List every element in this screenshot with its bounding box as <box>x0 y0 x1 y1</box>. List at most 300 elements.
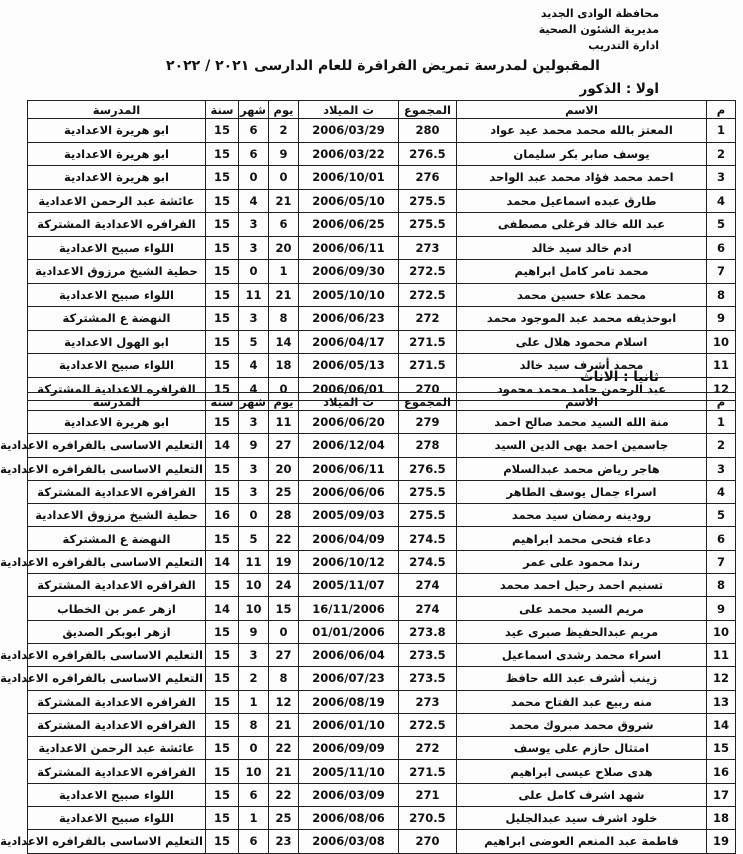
table-row <box>28 307 736 331</box>
cell-year: 15 <box>206 690 239 713</box>
cell-total: 271.5 <box>399 760 457 783</box>
cell-year: 14 <box>206 434 239 457</box>
cell-year: 15 <box>206 760 239 783</box>
cell-dob: 2006/04/17 <box>299 330 399 354</box>
cell-total: 271 <box>399 783 457 806</box>
cell-month: 6 <box>239 142 269 166</box>
table-row <box>28 213 736 237</box>
cell-school: ابو الهول الاعدادية <box>28 330 206 354</box>
cell-num: 2 <box>707 142 736 166</box>
cell-num: 9 <box>707 597 736 620</box>
cell-total: 273 <box>399 690 457 713</box>
cell-month: 3 <box>239 307 269 331</box>
cell-name: ادم خالد سيد خالد <box>457 236 707 260</box>
cell-day: 21 <box>269 713 299 736</box>
table-row <box>28 166 736 190</box>
cell-school: ابو هريرة الاعدادية <box>28 119 206 143</box>
cell-dob: 2006/03/09 <box>299 783 399 806</box>
cell-month: 3 <box>239 457 269 480</box>
col-header-school: المدرسة <box>28 393 206 411</box>
cell-year: 16 <box>206 504 239 527</box>
cell-dob: 2006/12/04 <box>299 434 399 457</box>
cell-school: التعليم الاساسى بالفرافره الاعدادية <box>28 457 206 480</box>
cell-dob: 2005/09/03 <box>299 504 399 527</box>
cell-year: 15 <box>206 330 239 354</box>
cell-dob: 2005/11/07 <box>299 574 399 597</box>
cell-total: 275.5 <box>399 189 457 213</box>
cell-day: 22 <box>269 527 299 550</box>
cell-dob: 2006/08/19 <box>299 690 399 713</box>
cell-year: 15 <box>206 643 239 666</box>
letterhead <box>539 6 659 54</box>
cell-school: الفرافره الاعدادية المشتركة <box>28 713 206 736</box>
cell-year: 15 <box>206 830 239 853</box>
cell-name: هدى صلاح عيسى ابراهيم <box>457 760 707 783</box>
cell-name: خلود اشرف سيد عبدالجليل <box>457 807 707 830</box>
cell-day: 22 <box>269 737 299 760</box>
cell-name: عبد الله خالد فرغلى مصطفى <box>457 213 707 237</box>
cell-month: 10 <box>239 760 269 783</box>
cell-dob: 2006/03/08 <box>299 830 399 853</box>
cell-num: 10 <box>707 620 736 643</box>
cell-num: 4 <box>707 480 736 503</box>
cell-total: 275.5 <box>399 213 457 237</box>
cell-total: 271.5 <box>399 354 457 378</box>
cell-name: محمد أشرف سيد خالد <box>457 354 707 378</box>
cell-name: ابوحذيفه محمد عبد الموجود محمد <box>457 307 707 331</box>
table-row <box>28 597 736 620</box>
table-row <box>28 737 736 760</box>
cell-total: 273 <box>399 236 457 260</box>
cell-num: 7 <box>707 550 736 573</box>
cell-num: 8 <box>707 574 736 597</box>
cell-year: 15 <box>206 480 239 503</box>
col-header-month: شهر <box>239 393 269 411</box>
cell-num: 13 <box>707 690 736 713</box>
girls-table <box>0 392 736 854</box>
cell-school: التعليم الاساسى بالفرافره الاعدادية <box>28 550 206 573</box>
cell-school: التعليم الاساسى بالفرافره الاعدادية <box>28 667 206 690</box>
cell-month: 1 <box>239 807 269 830</box>
cell-total: 274 <box>399 574 457 597</box>
cell-day: 15 <box>269 597 299 620</box>
cell-day: 2 <box>269 119 299 143</box>
cell-name: تسنيم احمد رحيل احمد محمد <box>457 574 707 597</box>
girls-section-heading: ثانيا : الاناث <box>580 369 659 385</box>
cell-name: مريم السيد محمد على <box>457 597 707 620</box>
cell-day: 0 <box>269 377 299 401</box>
table-row <box>28 643 736 666</box>
cell-name: يوسف صابر بكر سليمان <box>457 142 707 166</box>
cell-dob: 2006/01/10 <box>299 713 399 736</box>
cell-name: دعاء فتحى محمد ابراهيم <box>457 527 707 550</box>
cell-school: التعليم الاساسى بالفرافره الاعدادية <box>28 830 206 853</box>
cell-num: 3 <box>707 457 736 480</box>
cell-school: عائشة عبد الرحمن الاعدادية <box>28 189 206 213</box>
cell-day: 24 <box>269 574 299 597</box>
cell-name: اسراء محمد رشدى اسماعيل <box>457 643 707 666</box>
cell-year: 14 <box>206 550 239 573</box>
cell-year: 14 <box>206 597 239 620</box>
cell-day: 12 <box>269 690 299 713</box>
cell-num: 17 <box>707 783 736 806</box>
table-row <box>28 119 736 143</box>
table-row <box>28 142 736 166</box>
cell-total: 273.5 <box>399 643 457 666</box>
cell-num: 18 <box>707 807 736 830</box>
cell-dob: 2006/06/06 <box>299 480 399 503</box>
col-header-dob: ت الميلاد <box>299 101 399 119</box>
cell-total: 275.5 <box>399 480 457 503</box>
table-row <box>28 260 736 284</box>
boys-section-heading: اولا : الذكور <box>579 81 659 97</box>
cell-total: 279 <box>399 411 457 434</box>
col-header-name: الاسم <box>457 101 707 119</box>
cell-year: 15 <box>206 807 239 830</box>
cell-num: 6 <box>707 236 736 260</box>
table-row <box>28 667 736 690</box>
cell-school: اللواء صبيح الاعدادية <box>28 807 206 830</box>
cell-year: 15 <box>206 377 239 401</box>
cell-total: 274 <box>399 597 457 620</box>
cell-dob: 2005/10/10 <box>299 283 399 307</box>
cell-num: 1 <box>707 411 736 434</box>
cell-month: 11 <box>239 550 269 573</box>
cell-year: 15 <box>206 737 239 760</box>
cell-dob: 2006/09/09 <box>299 737 399 760</box>
col-header-day: يوم <box>269 393 299 411</box>
cell-name: محمد تامر كامل ابراهيم <box>457 260 707 284</box>
cell-name: عبد الرحمن حامد محمد محمود <box>457 377 707 401</box>
cell-day: 9 <box>269 142 299 166</box>
cell-day: 21 <box>269 283 299 307</box>
cell-name: شهد اشرف كامل على <box>457 783 707 806</box>
table-row <box>28 690 736 713</box>
cell-day: 27 <box>269 434 299 457</box>
cell-month: 4 <box>239 377 269 401</box>
cell-total: 280 <box>399 119 457 143</box>
cell-dob: 2006/06/20 <box>299 411 399 434</box>
cell-month: 6 <box>239 783 269 806</box>
cell-num: 2 <box>707 434 736 457</box>
cell-month: 10 <box>239 597 269 620</box>
table-row <box>28 807 736 830</box>
cell-month: 9 <box>239 434 269 457</box>
cell-num: 10 <box>707 330 736 354</box>
cell-year: 15 <box>206 620 239 643</box>
cell-month: 1 <box>239 690 269 713</box>
cell-day: 25 <box>269 807 299 830</box>
cell-school: حطية الشيخ مرزوق الاعدادية <box>28 260 206 284</box>
table-row <box>28 434 736 457</box>
cell-total: 272 <box>399 737 457 760</box>
cell-dob: 2006/05/13 <box>299 354 399 378</box>
cell-month: 0 <box>239 166 269 190</box>
cell-dob: 2006/08/06 <box>299 807 399 830</box>
boys-table-body <box>28 119 736 401</box>
table-row <box>28 713 736 736</box>
col-header-num: م <box>707 393 736 411</box>
cell-num: 12 <box>707 377 736 401</box>
cell-school: الفرافره الاعدادية المشتركة <box>28 690 206 713</box>
cell-school: الفرافره الاعدادية المشتركة <box>28 377 206 401</box>
cell-school: ازهر ابوبكر الصديق <box>28 620 206 643</box>
cell-day: 28 <box>269 504 299 527</box>
cell-total: 270 <box>399 830 457 853</box>
cell-num: 5 <box>707 504 736 527</box>
cell-school: اللواء صبيح الاعدادية <box>28 783 206 806</box>
cell-name: امتثال حازم على يوسف <box>457 737 707 760</box>
cell-day: 27 <box>269 643 299 666</box>
cell-total: 275.5 <box>399 504 457 527</box>
col-header-school: المدرسة <box>28 101 206 119</box>
cell-num: 11 <box>707 354 736 378</box>
table-row <box>28 480 736 503</box>
cell-school: الفرافره الاعدادية المشتركة <box>28 480 206 503</box>
cell-num: 15 <box>707 737 736 760</box>
cell-total: 270 <box>399 377 457 401</box>
cell-month: 11 <box>239 283 269 307</box>
health-directorate-line: مديرية الشئون الصحية <box>538 23 659 36</box>
cell-name: رندا محمود على عمر <box>457 550 707 573</box>
cell-month: 3 <box>239 236 269 260</box>
cell-school: التعليم الاساسى بالفرافره الاعدادية <box>28 643 206 666</box>
cell-school: ابو هريرة الاعدادية <box>28 411 206 434</box>
cell-year: 15 <box>206 713 239 736</box>
table-row <box>28 527 736 550</box>
cell-day: 0 <box>269 620 299 643</box>
col-header-month: شهر <box>239 101 269 119</box>
cell-month: 5 <box>239 330 269 354</box>
cell-total: 276.5 <box>399 142 457 166</box>
cell-day: 21 <box>269 760 299 783</box>
cell-total: 271.5 <box>399 330 457 354</box>
cell-school: حطية الشيخ مرزوق الاعدادية <box>28 504 206 527</box>
cell-year: 15 <box>206 411 239 434</box>
cell-month: 4 <box>239 354 269 378</box>
boys-table <box>27 100 736 401</box>
table-row <box>28 236 736 260</box>
cell-dob: 2006/10/01 <box>299 166 399 190</box>
cell-day: 0 <box>269 166 299 190</box>
cell-dob: 2006/06/23 <box>299 307 399 331</box>
cell-month: 3 <box>239 480 269 503</box>
cell-school: النهضة ع المشتركة <box>28 527 206 550</box>
cell-name: المعتز بالله محمد محمد عيد عواد <box>457 119 707 143</box>
cell-name: طارق عبده اسماعيل محمد <box>457 189 707 213</box>
cell-day: 6 <box>269 213 299 237</box>
cell-month: 5 <box>239 527 269 550</box>
col-header-year: سنة <box>206 101 239 119</box>
cell-total: 276 <box>399 166 457 190</box>
table-row <box>28 283 736 307</box>
cell-school: التعليم الاساسى بالفرافره الاعدادية <box>28 434 206 457</box>
col-header-num: م <box>707 101 736 119</box>
cell-name: شروق محمد مبروك محمد <box>457 713 707 736</box>
col-header-name: الاسم <box>457 393 707 411</box>
col-header-total: المجموع <box>399 393 457 411</box>
cell-num: 11 <box>707 643 736 666</box>
cell-school: ازهر عمر بن الخطاب <box>28 597 206 620</box>
col-header-total: المجموع <box>399 101 457 119</box>
cell-name: محمد علاء حسين محمد <box>457 283 707 307</box>
table-row <box>28 620 736 643</box>
cell-name: جاسمين احمد بهى الدين السيد <box>457 434 707 457</box>
cell-year: 15 <box>206 119 239 143</box>
col-header-dob: ت الميلاد <box>299 393 399 411</box>
governorate-line: محافظة الوادى الجديد <box>540 7 659 20</box>
cell-day: 19 <box>269 550 299 573</box>
cell-month: 10 <box>239 574 269 597</box>
cell-dob: 01/01/2006 <box>299 620 399 643</box>
cell-num: 5 <box>707 213 736 237</box>
cell-total: 270.5 <box>399 807 457 830</box>
boys-header-row <box>28 101 736 119</box>
cell-day: 8 <box>269 307 299 331</box>
cell-month: 9 <box>239 620 269 643</box>
cell-month: 6 <box>239 119 269 143</box>
cell-month: 3 <box>239 411 269 434</box>
table-row <box>28 550 736 573</box>
cell-dob: 2006/06/01 <box>299 377 399 401</box>
cell-day: 21 <box>269 189 299 213</box>
cell-num: 7 <box>707 260 736 284</box>
cell-dob: 2006/07/23 <box>299 667 399 690</box>
cell-dob: 2006/06/11 <box>299 236 399 260</box>
cell-name: اسلام محمود هلال على <box>457 330 707 354</box>
cell-day: 22 <box>269 783 299 806</box>
cell-dob: 16/11/2006 <box>299 597 399 620</box>
cell-name: اسراء جمال يوسف الطاهر <box>457 480 707 503</box>
cell-name: احمد محمد فؤاد محمد عبد الواحد <box>457 166 707 190</box>
cell-total: 272 <box>399 307 457 331</box>
table-row <box>28 574 736 597</box>
cell-name: رودينه رمضان سيد محمد <box>457 504 707 527</box>
cell-total: 274.5 <box>399 550 457 573</box>
cell-month: 0 <box>239 504 269 527</box>
cell-year: 15 <box>206 667 239 690</box>
cell-school: اللواء صبيح الاعدادية <box>28 354 206 378</box>
cell-year: 15 <box>206 783 239 806</box>
cell-dob: 2006/06/04 <box>299 643 399 666</box>
cell-name: فاطمة عبد المنعم العوضى ابراهيم <box>457 830 707 853</box>
cell-total: 272.5 <box>399 260 457 284</box>
cell-dob: 2006/10/12 <box>299 550 399 573</box>
cell-school: عائشة عبد الرحمن الاعدادية <box>28 737 206 760</box>
cell-day: 1 <box>269 260 299 284</box>
cell-num: 19 <box>707 830 736 853</box>
cell-year: 15 <box>206 236 239 260</box>
cell-num: 12 <box>707 667 736 690</box>
cell-school: الفرافره الاعدادية المشتركة <box>28 760 206 783</box>
cell-day: 18 <box>269 354 299 378</box>
girls-header-row <box>28 393 736 411</box>
cell-dob: 2006/06/11 <box>299 457 399 480</box>
cell-num: 3 <box>707 166 736 190</box>
cell-num: 14 <box>707 713 736 736</box>
table-row <box>28 330 736 354</box>
table-row <box>28 760 736 783</box>
cell-day: 23 <box>269 830 299 853</box>
cell-dob: 2006/03/22 <box>299 142 399 166</box>
cell-name: مريم عبدالحفيظ صبرى عيد <box>457 620 707 643</box>
cell-year: 15 <box>206 213 239 237</box>
cell-month: 3 <box>239 213 269 237</box>
training-admin-line: ادارة التدريب <box>588 39 659 52</box>
cell-year: 15 <box>206 142 239 166</box>
girls-table-body <box>0 411 736 854</box>
table-row <box>28 783 736 806</box>
table-row <box>28 411 736 434</box>
col-header-day: يوم <box>269 101 299 119</box>
cell-num: 4 <box>707 189 736 213</box>
cell-month: 6 <box>239 830 269 853</box>
cell-total: 273.8 <box>399 620 457 643</box>
cell-name: هاجر رياض محمد عبدالسلام <box>457 457 707 480</box>
cell-year: 15 <box>206 354 239 378</box>
cell-dob: 2006/06/25 <box>299 213 399 237</box>
cell-num: 9 <box>707 307 736 331</box>
cell-year: 15 <box>206 260 239 284</box>
cell-school: الفرافره الاعدادية المشتركة <box>28 574 206 597</box>
cell-month: 4 <box>239 189 269 213</box>
cell-day: 20 <box>269 236 299 260</box>
cell-total: 272.5 <box>399 283 457 307</box>
cell-day: 14 <box>269 330 299 354</box>
document-title: المقبولين لمدرسة تمريض الفرافرة للعام الدارسى ٢٠٢١ / ٢٠٢٢ <box>166 58 600 74</box>
cell-total: 272.5 <box>399 713 457 736</box>
cell-num: 8 <box>707 283 736 307</box>
cell-year: 15 <box>206 189 239 213</box>
cell-year: 15 <box>206 283 239 307</box>
cell-dob: 2006/03/29 <box>299 119 399 143</box>
cell-year: 15 <box>206 527 239 550</box>
cell-year: 15 <box>206 166 239 190</box>
cell-total: 276.5 <box>399 457 457 480</box>
table-row <box>28 504 736 527</box>
cell-num: 16 <box>707 760 736 783</box>
cell-dob: 2005/11/10 <box>299 760 399 783</box>
cell-dob: 2006/04/09 <box>299 527 399 550</box>
col-header-year: سنة <box>206 393 239 411</box>
cell-num: 6 <box>707 527 736 550</box>
cell-day: 20 <box>269 457 299 480</box>
cell-school: الفرافره الاعدادية المشتركة <box>28 213 206 237</box>
cell-dob: 2006/05/10 <box>299 189 399 213</box>
cell-total: 278 <box>399 434 457 457</box>
cell-total: 274.5 <box>399 527 457 550</box>
cell-year: 15 <box>206 307 239 331</box>
cell-name: زينب أشرف عبد الله حافظ <box>457 667 707 690</box>
cell-day: 11 <box>269 411 299 434</box>
cell-month: 0 <box>239 260 269 284</box>
cell-name: منة الله السيد محمد صالح احمد <box>457 411 707 434</box>
cell-school: ابو هريرة الاعدادية <box>28 166 206 190</box>
table-row <box>28 830 736 853</box>
table-row <box>28 457 736 480</box>
cell-day: 8 <box>269 667 299 690</box>
cell-year: 15 <box>206 574 239 597</box>
cell-month: 3 <box>239 643 269 666</box>
cell-school: اللواء صبيح الاعدادية <box>28 236 206 260</box>
cell-school: النهضة ع المشتركة <box>28 307 206 331</box>
cell-year: 15 <box>206 457 239 480</box>
cell-month: 2 <box>239 667 269 690</box>
table-row <box>28 189 736 213</box>
cell-month: 8 <box>239 713 269 736</box>
cell-school: ابو هريرة الاعدادية <box>28 142 206 166</box>
cell-dob: 2006/09/30 <box>299 260 399 284</box>
